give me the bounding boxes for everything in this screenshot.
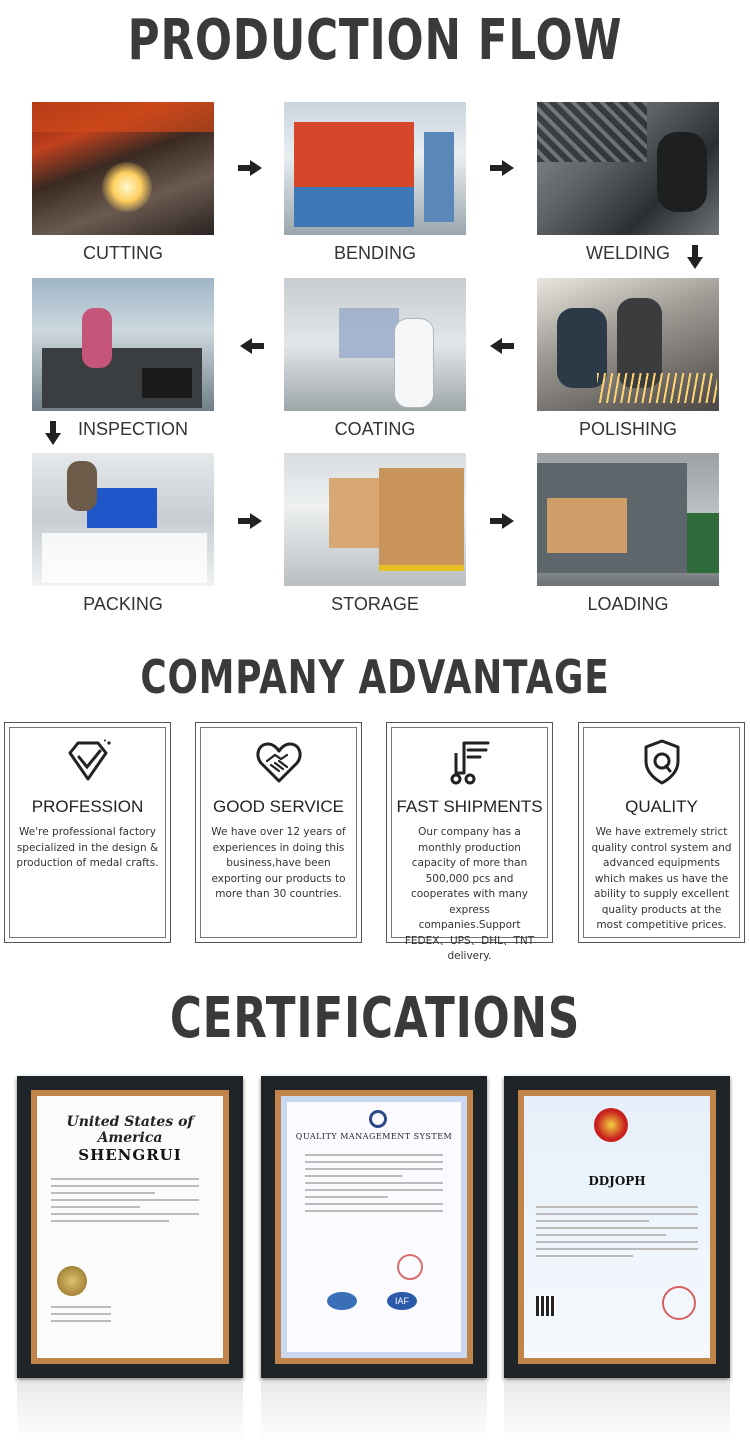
advantage-title: QUALITY — [625, 797, 698, 816]
production-flow-heading: PRODUCTION FLOW — [127, 8, 623, 73]
advantage-text: Our company has a monthly production capacity of more than 500,000 pcs and cooperates with many express companies.Support FEDEX、UPS、DHL、TNT delivery. — [404, 826, 535, 962]
coating-photo — [284, 278, 466, 411]
advantage-title: GOOD SERVICE — [213, 797, 344, 816]
inspection-photo — [32, 278, 214, 411]
certifications-heading: CERTIFICATIONS — [169, 986, 581, 1051]
iaf-logo-icon: IAF — [387, 1292, 417, 1310]
step-label: POLISHING — [578, 419, 678, 439]
diamond-check-icon — [64, 739, 112, 785]
flow-step-polishing — [537, 278, 719, 439]
certificate-logo-icon — [369, 1110, 387, 1128]
advantage-text: We have extremely strict quality control system and advanced equipments which makes us have the ability to supply excellent quality products at the most competitive prices. — [591, 826, 732, 931]
flow-step-coating — [284, 278, 466, 439]
certificate-header: QUALITY MANAGEMENT SYSTEM — [295, 1132, 453, 1141]
step-label: INSPECTION — [77, 419, 188, 439]
polishing-photo — [537, 278, 719, 411]
arrow-down-icon — [45, 421, 61, 445]
step-label: PACKING — [83, 594, 163, 614]
certificate-header: United States of America — [66, 1114, 194, 1146]
heart-handshake-icon — [255, 739, 303, 785]
certificate-trademark — [17, 1076, 243, 1378]
arrow-left-icon — [240, 338, 264, 354]
arrow-right-icon — [238, 513, 262, 529]
storage-photo — [284, 453, 466, 586]
loading-photo — [537, 453, 719, 586]
red-stamp-icon — [397, 1254, 423, 1280]
arrow-right-icon — [490, 513, 514, 529]
red-stamp-icon — [662, 1286, 696, 1320]
seal-icon — [57, 1266, 87, 1296]
step-label: CUTTING — [83, 243, 163, 263]
advantage-card-good-service — [195, 722, 362, 943]
flow-step-welding — [537, 102, 719, 263]
certificate-registration — [504, 1076, 730, 1378]
advantage-title: PROFESSION — [31, 797, 144, 816]
delivery-icon — [446, 739, 494, 785]
national-emblem-icon — [594, 1108, 628, 1142]
advantage-title: FAST SHIPMENTS — [396, 797, 543, 816]
step-label: COATING — [334, 419, 416, 439]
company-advantage-heading: COMPANY ADVANTAGE — [140, 650, 610, 704]
arrow-down-icon — [687, 245, 703, 269]
welding-photo — [537, 102, 719, 235]
cutting-photo — [32, 102, 214, 235]
flow-step-bending — [284, 102, 466, 263]
flow-step-cutting — [32, 102, 214, 263]
flow-step-storage — [284, 453, 466, 614]
arrow-left-icon — [490, 338, 514, 354]
step-label: LOADING — [587, 594, 669, 614]
advantage-card-fast-shipments — [386, 722, 553, 962]
certificate-quality-management — [261, 1076, 487, 1378]
arrow-right-icon — [490, 160, 514, 176]
quality-shield-icon — [638, 739, 686, 785]
arrow-right-icon — [238, 160, 262, 176]
certificate-name: DDJOPH — [588, 1174, 646, 1188]
certificate-name: SHENGRUI — [78, 1146, 182, 1164]
advantage-text: We have over 12 years of experiences in doing this business,have been exporting our products to more than 30 countries. — [211, 826, 346, 900]
bending-photo — [284, 102, 466, 235]
flow-step-inspection — [32, 278, 214, 439]
step-label: STORAGE — [331, 594, 419, 614]
advantage-text: We're professional factory specialized in the design & production of medal crafts. — [16, 826, 159, 869]
cnas-logo-icon — [327, 1292, 357, 1310]
packing-photo — [32, 453, 214, 586]
advantage-card-quality — [578, 722, 745, 943]
flow-step-packing — [32, 453, 214, 614]
qr-code-icon — [536, 1296, 556, 1316]
flow-step-loading — [537, 453, 719, 614]
advantage-card-profession — [4, 722, 171, 943]
step-label: WELDING — [585, 243, 670, 263]
step-label: BENDING — [333, 243, 416, 263]
